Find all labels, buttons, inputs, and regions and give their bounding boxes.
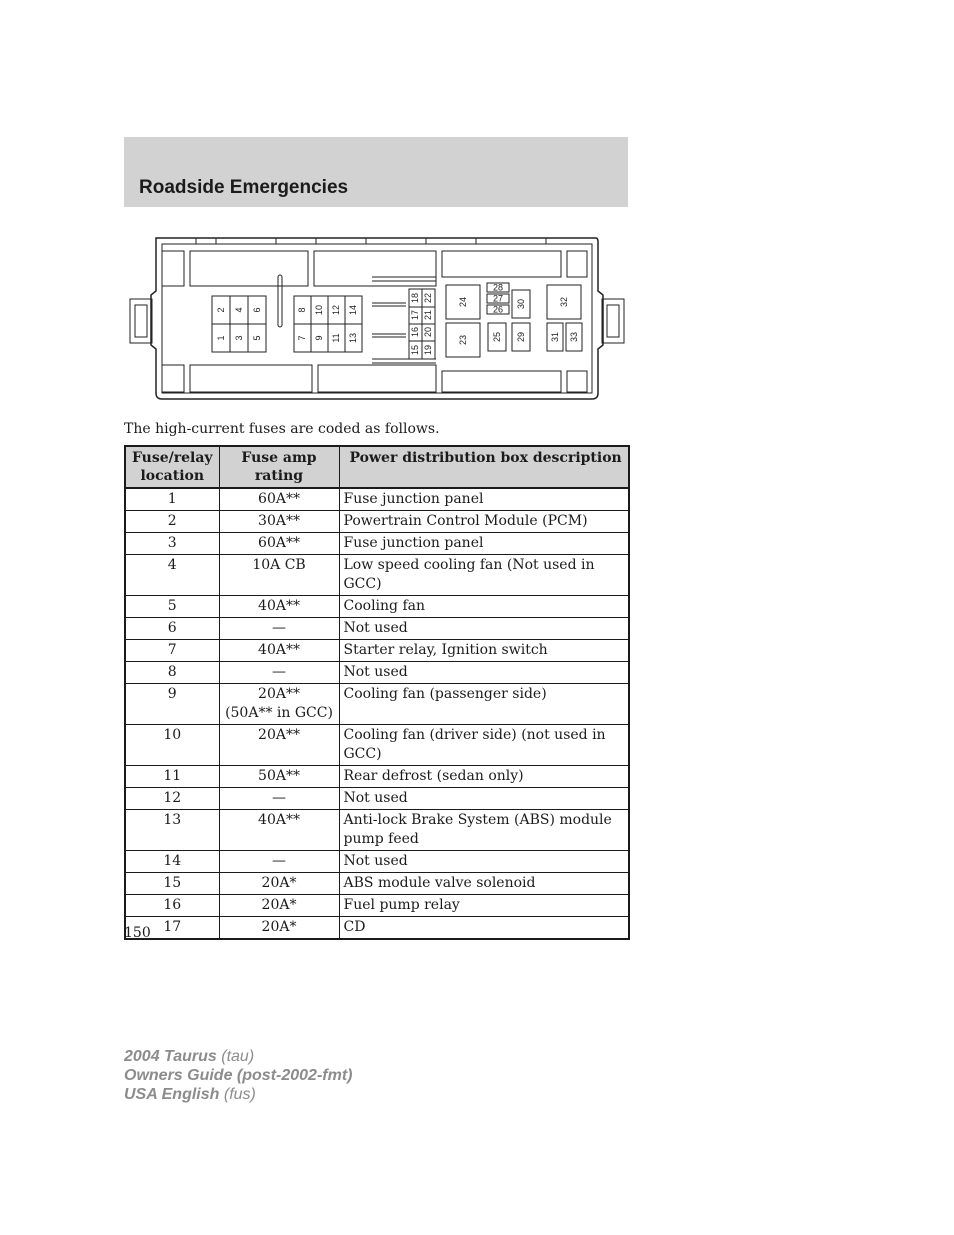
bottom-slot-2: [190, 365, 312, 392]
fuse-label-31: 31: [550, 331, 560, 343]
fuse-label-4: 4: [234, 307, 244, 313]
bottom-slot-5: [567, 371, 587, 392]
cell-amp: 60A**: [219, 533, 339, 555]
cell-amp: —: [219, 618, 339, 640]
cell-location: 8: [125, 662, 219, 684]
bottom-slot-3: [318, 365, 436, 392]
table-row: [125, 533, 629, 555]
fuse-label-5: 5: [252, 335, 262, 341]
cell-amp: 20A*: [219, 895, 339, 917]
fuse-label-13: 13: [348, 332, 358, 344]
cell-description: Cooling fan (passenger side): [339, 684, 629, 725]
top-slot-4: [442, 251, 561, 277]
cell-amp: 60A**: [219, 488, 339, 511]
top-slot-2: [190, 251, 308, 286]
cell-location: 5: [125, 596, 219, 618]
header-location: Fuse/relay location: [125, 446, 219, 488]
cell-location: 3: [125, 533, 219, 555]
left-side-tab: [130, 299, 152, 343]
fuse-table: [124, 445, 630, 940]
fuse-label-2: 2: [216, 307, 226, 313]
fuse-label-20: 20: [423, 326, 433, 338]
cell-location: 14: [125, 851, 219, 873]
fuse-label-21: 21: [423, 309, 433, 321]
cell-location: 10: [125, 725, 219, 766]
cell-description: Cooling fan: [339, 596, 629, 618]
cell-amp: 20A*: [219, 917, 339, 940]
cell-amp: —: [219, 662, 339, 684]
fuse-label-14: 14: [348, 304, 358, 316]
fuse-label-7: 7: [297, 335, 307, 341]
cell-location: 11: [125, 766, 219, 788]
cell-description: Anti-lock Brake System (ABS) module pump feed: [339, 810, 629, 851]
table-row: [125, 895, 629, 917]
fuse-label-30: 30: [516, 298, 526, 310]
cell-location: 12: [125, 788, 219, 810]
fuse-label-16: 16: [410, 326, 420, 338]
cell-description: Not used: [339, 851, 629, 873]
cell-description: Rear defrost (sedan only): [339, 766, 629, 788]
fuse-label-33: 33: [569, 331, 579, 343]
cell-description: ABS module valve solenoid: [339, 873, 629, 895]
table-row: [125, 810, 629, 851]
cell-amp: 40A**: [219, 596, 339, 618]
table-row: [125, 596, 629, 618]
fuse-block-1-6: [212, 296, 266, 352]
fuse-box-svg: [126, 233, 628, 407]
cell-location: 16: [125, 895, 219, 917]
cell-location: 15: [125, 873, 219, 895]
fuse-label-12: 12: [331, 304, 341, 316]
cell-location: 2: [125, 511, 219, 533]
footer-line-3: USA English (fus): [124, 1086, 256, 1103]
table-row: [125, 917, 629, 940]
table-row: [125, 851, 629, 873]
page-number: 150: [124, 925, 151, 941]
document-footer: [124, 1047, 352, 1104]
cell-amp: 40A**: [219, 810, 339, 851]
fuse-label-29: 29: [516, 331, 526, 343]
fuse-label-17: 17: [410, 309, 420, 321]
cell-location: 17: [125, 917, 219, 940]
table-row: [125, 511, 629, 533]
fuse-label-23: 23: [458, 334, 468, 346]
bottom-slot-1: [162, 365, 184, 392]
bottom-slot-4: [442, 371, 561, 392]
cell-amp: 20A**: [219, 725, 339, 766]
cell-description: CD: [339, 917, 629, 940]
table-row: [125, 488, 629, 511]
cell-amp: 30A**: [219, 511, 339, 533]
cell-location: 1: [125, 488, 219, 511]
cell-amp: 40A**: [219, 640, 339, 662]
fuse-label-1: 1: [216, 335, 226, 341]
top-notches: [196, 238, 546, 244]
cell-amp: 10A CB: [219, 555, 339, 596]
fuse-label-15: 15: [410, 344, 420, 356]
fuse-label-22: 22: [423, 292, 433, 304]
table-row: [125, 766, 629, 788]
cell-description: Fuel pump relay: [339, 895, 629, 917]
footer-line-2: Owners Guide (post-2002-fmt): [124, 1067, 353, 1084]
fuse-label-27: 27: [492, 293, 504, 304]
fuse-label-10: 10: [314, 304, 324, 316]
fuse-label-18: 18: [410, 292, 420, 304]
cell-amp: 20A** (50A** in GCC): [219, 684, 339, 725]
fuse-box-diagram: [126, 233, 628, 407]
cell-description: Not used: [339, 662, 629, 684]
cell-amp: —: [219, 851, 339, 873]
fuse-label-24: 24: [458, 296, 468, 308]
fuse-label-6: 6: [252, 307, 262, 313]
top-slot-1: [162, 251, 184, 286]
cell-location: 9: [125, 684, 219, 725]
cell-amp: —: [219, 788, 339, 810]
cell-description: Fuse junction panel: [339, 488, 629, 511]
fuse-label-8: 8: [297, 307, 307, 313]
cell-location: 7: [125, 640, 219, 662]
intro-text: The high-current fuses are coded as follows.: [124, 421, 440, 437]
table-row: [125, 555, 629, 596]
table-row: [125, 618, 629, 640]
cell-description: Not used: [339, 788, 629, 810]
section-header-band: [124, 137, 628, 207]
cell-description: Cooling fan (driver side) (not used in GCC): [339, 725, 629, 766]
fuse-label-25: 25: [492, 331, 502, 343]
cell-amp: 20A*: [219, 873, 339, 895]
fuse-label-26: 26: [492, 304, 504, 315]
header-description: Power distribution box description: [339, 446, 629, 488]
cell-location: 6: [125, 618, 219, 640]
cell-description: Not used: [339, 618, 629, 640]
table-row: [125, 725, 629, 766]
table-header-row: [125, 446, 629, 488]
fuse-label-32: 32: [559, 296, 569, 308]
header-amp: Fuse amp rating: [219, 446, 339, 488]
cell-description: Low speed cooling fan (Not used in GCC): [339, 555, 629, 596]
top-slot-5: [567, 251, 587, 277]
cell-location: 13: [125, 810, 219, 851]
cell-amp: 50A**: [219, 766, 339, 788]
section-title: Roadside Emergencies: [139, 177, 349, 198]
fuse-label-3: 3: [234, 335, 244, 341]
cell-location: 4: [125, 555, 219, 596]
fuse-label-9: 9: [314, 335, 324, 341]
cell-description: Starter relay, Ignition switch: [339, 640, 629, 662]
fuse-label-19: 19: [423, 344, 433, 356]
table-row: [125, 640, 629, 662]
fuse-label-11: 11: [331, 333, 341, 343]
table-row: [125, 662, 629, 684]
housing-outline: [151, 238, 603, 399]
cell-description: Powertrain Control Module (PCM): [339, 511, 629, 533]
fuse-label-28: 28: [492, 282, 504, 293]
table-row: [125, 873, 629, 895]
right-side-tab: [602, 299, 624, 343]
table-row: [125, 788, 629, 810]
table-row: [125, 684, 629, 725]
cell-description: Fuse junction panel: [339, 533, 629, 555]
footer-line-1: 2004 Taurus (tau): [124, 1048, 255, 1065]
